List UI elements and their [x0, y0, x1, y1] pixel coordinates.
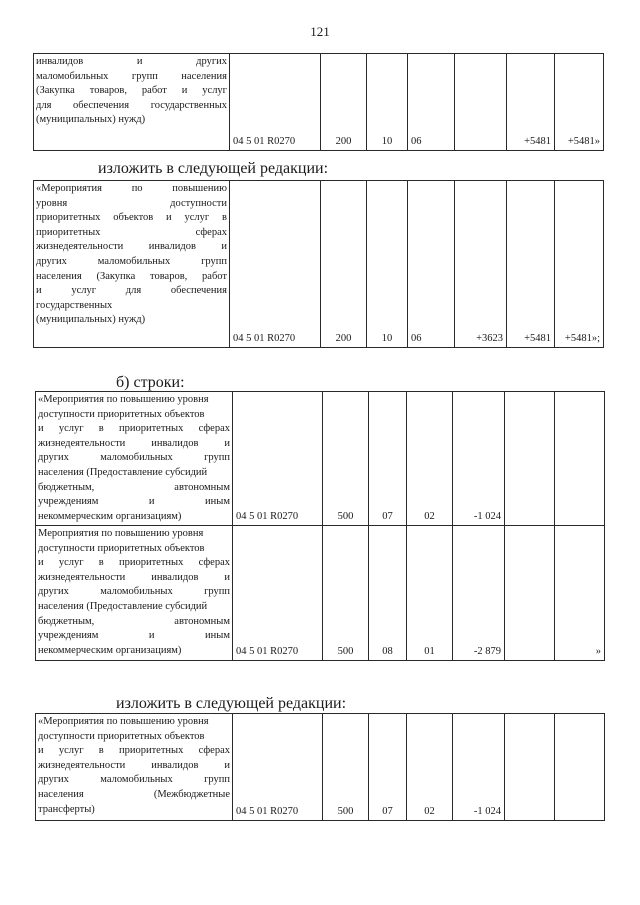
target-code-cell: 04 5 01 R0270	[233, 392, 323, 526]
budget-table-3	[35, 391, 605, 661]
name-line: населения (Предоставление субсидий	[38, 600, 208, 612]
table-row	[36, 526, 605, 661]
subsection-cell: 01	[407, 526, 453, 661]
budget-table-1	[33, 53, 604, 151]
budget-table-4	[35, 713, 605, 821]
expense-type-cell: 200	[321, 181, 367, 348]
name-line: населения (Предоставление субсидий	[38, 466, 208, 478]
name-line: «Мероприятия по повышению уровня	[38, 716, 209, 727]
name-line: учреждениям и иным	[38, 630, 230, 642]
subsection-cell: 06	[408, 54, 455, 151]
expense-type-cell: 500	[323, 714, 369, 821]
name-line: «Мероприятия по повышению	[36, 183, 227, 194]
name-line: доступности приоритетных объектов	[38, 542, 205, 554]
amount-cell-1: +3623	[455, 181, 507, 348]
name-line: (муниципальных) нужд)	[36, 114, 146, 126]
name-line: бюджетным, автономным	[38, 481, 230, 493]
amount-cell-3: »	[555, 526, 605, 661]
name-line: и услуг в приоритетных сферах	[38, 423, 230, 435]
name-line: некоммерческим организациям)	[38, 644, 182, 656]
name-line: некоммерческим организациям)	[38, 510, 182, 522]
name-line: других маломобильных групп	[36, 255, 227, 267]
item-name-cell	[36, 526, 233, 661]
name-line: приоритетных сферах	[36, 226, 227, 238]
item-name-cell	[36, 714, 233, 821]
section-cell: 10	[367, 54, 408, 151]
name-line: государственных	[36, 299, 113, 311]
section-cell: 10	[367, 181, 408, 348]
name-line: жизнедеятельности инвалидов и	[38, 759, 230, 771]
subsection-cell: 06	[408, 181, 455, 348]
item-name-cell	[34, 54, 230, 151]
name-line: учреждениям и иным	[38, 496, 230, 508]
name-line: жизнедеятельности инвалидов и	[38, 437, 230, 449]
budget-table-2	[33, 180, 604, 348]
subsection-cell: 02	[407, 714, 453, 821]
amount-cell-3	[555, 392, 605, 526]
name-line: населения (Межбюджетные	[38, 788, 230, 800]
name-line: маломобильных групп населения	[36, 70, 227, 82]
table-row	[34, 54, 604, 151]
amount-cell-1	[455, 54, 507, 151]
name-line: населения (Закупка товаров, работ	[36, 270, 227, 282]
amount-cell-1: -1 024	[453, 714, 505, 821]
amount-cell-2: +5481	[507, 54, 555, 151]
name-line: жизнедеятельности инвалидов и	[38, 571, 230, 583]
amount-cell-2: +5481	[507, 181, 555, 348]
target-code-cell: 04 5 01 R0270	[230, 181, 321, 348]
name-line: уровня доступности	[36, 197, 227, 209]
name-line: доступности приоритетных объектов	[38, 408, 205, 420]
section-heading: б) строки:	[116, 374, 185, 391]
name-line: других маломобильных групп	[38, 586, 230, 598]
table-row	[36, 392, 605, 526]
name-line: (муниципальных) нужд)	[36, 314, 146, 326]
name-line: других маломобильных групп	[38, 452, 230, 464]
item-name-cell	[34, 181, 230, 348]
name-line: и услуг в приоритетных сферах	[38, 557, 230, 569]
section-cell: 08	[369, 526, 407, 661]
name-line: бюджетным, автономным	[38, 615, 230, 627]
name-line: и услуг в приоритетных сферах	[38, 745, 230, 757]
name-line: Мероприятия по повышению уровня	[38, 528, 204, 539]
target-code-cell: 04 5 01 R0270	[233, 526, 323, 661]
subsection-cell: 02	[407, 392, 453, 526]
name-line: для обеспечения государственных	[36, 99, 227, 111]
amount-cell-2	[505, 714, 555, 821]
name-line: трансферты)	[38, 803, 95, 815]
expense-type-cell: 500	[323, 526, 369, 661]
name-line: «Мероприятия по повышению уровня	[38, 394, 209, 405]
name-line: (Закупка товаров, работ и услуг	[36, 85, 227, 97]
page-number: 121	[310, 24, 330, 39]
section-heading: изложить в следующей редакции:	[98, 160, 329, 177]
section-cell: 07	[369, 392, 407, 526]
table-row	[36, 714, 605, 821]
expense-type-cell: 200	[321, 54, 367, 151]
amount-cell-2	[505, 526, 555, 661]
name-line: приоритетных объектов и услуг в	[36, 212, 227, 224]
section-cell: 07	[369, 714, 407, 821]
amount-cell-3	[555, 714, 605, 821]
amount-cell-2	[505, 392, 555, 526]
name-line: жизнедеятельности инвалидов и	[36, 241, 227, 253]
amount-cell-3: +5481»;	[555, 181, 604, 348]
name-line: инвалидов и других	[36, 56, 227, 67]
amount-cell-3: +5481»	[555, 54, 604, 151]
amount-cell-1: -1 024	[453, 392, 505, 526]
table-row	[34, 181, 604, 348]
section-heading: изложить в следующей редакции:	[116, 695, 347, 712]
expense-type-cell: 500	[323, 392, 369, 526]
amount-cell-1: -2 879	[453, 526, 505, 661]
name-line: других маломобильных групп	[38, 774, 230, 786]
target-code-cell: 04 5 01 R0270	[233, 714, 323, 821]
name-line: доступности приоритетных объектов	[38, 730, 205, 742]
name-line: и услуг для обеспечения	[36, 285, 227, 297]
item-name-cell	[36, 392, 233, 526]
target-code-cell: 04 5 01 R0270	[230, 54, 321, 151]
